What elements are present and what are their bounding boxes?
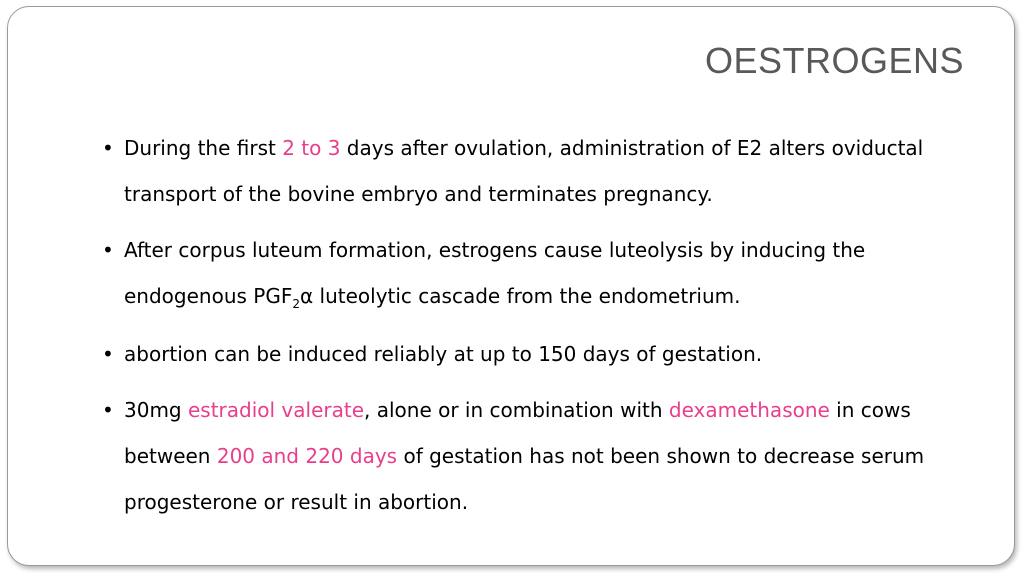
bullet-4-text-c: in cows between [124,398,911,468]
bullet-item-1 [102,125,972,217]
bullet-list [102,125,972,535]
bullet-4-highlight-dexamethasone: dexamethasone [668,398,830,422]
bullet-item-3 [102,331,972,377]
slide-frame [7,6,1015,566]
bullet-4-text-d: of gestation has not been shown to decrease serum progesterone or result in abortion. [124,444,925,514]
bullet-4-text-b: , alone or in combination with [364,398,669,422]
bullet-4-text-a: 30mg [124,398,188,422]
bullet-1-text-b: days after ovulation, administration of E2 alters oviductal transport of the bovine embryo and terminates pregnancy. [124,136,924,206]
bullet-item-2 [102,227,972,319]
bullet-2-text-b: α luteolytic cascade from the endometrium. [299,284,741,308]
bullet-1-text-a: During the first [124,136,283,160]
bullet-2-text-a: After corpus luteum formation, estrogens cause luteolysis by inducing the endogenous PGF [124,238,866,308]
bullet-item-4 [102,387,972,525]
bullet-4-highlight-drug: estradiol valerate [187,398,365,422]
bullet-4-highlight-days: 200 and 220 days [216,444,398,468]
bullet-1-highlight: 2 to 3 [282,136,341,160]
slide-title: OESTROGENS [704,40,964,81]
bullet-2-subscript: 2 [292,297,300,311]
bullet-3-text: abortion can be induced reliably at up to 150 days of gestation. [124,342,763,366]
